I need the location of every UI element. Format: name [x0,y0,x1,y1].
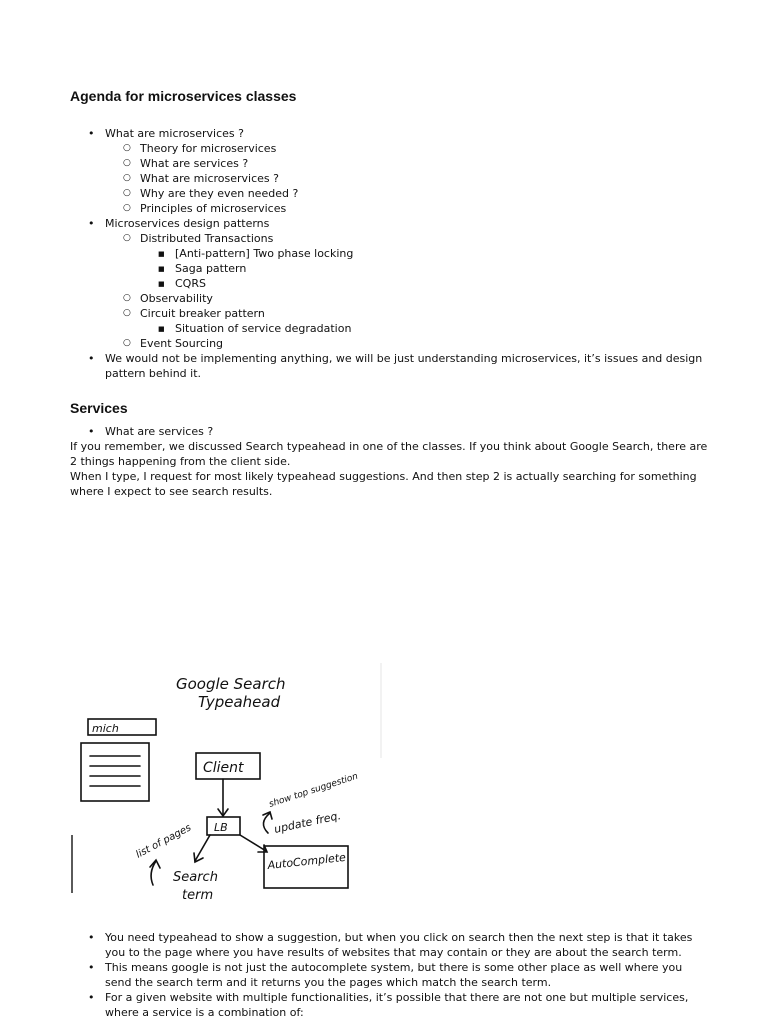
agenda-item: • We would not be implementing anything, we will be just understanding microservices, it’s issues and design pattern behind it. [70,351,710,381]
bottom-item: • This means google is not just the autocomplete system, but there is some other place as well where you send the search term and it returns you the pages which match the search term. [70,960,710,990]
typeahead-sketch [70,663,382,928]
agenda-item: ○ Theory for microservices [70,141,710,156]
sketch-search-term-1: Search [173,870,218,885]
sketch-search-term-2: term [182,888,214,903]
agenda-item: ■ Situation of service degradation [70,321,710,336]
bottom-item: • For a given website with multiple functionalities, it’s possible that there are not one but multiple services, where a service is a combination of: [70,990,710,1020]
agenda-item: • Microservices design patterns [70,216,710,231]
sketch-show-top: show top suggestion [267,771,360,810]
agenda-item: ○ Principles of microservices [70,201,710,216]
agenda-item: ■ Saga pattern [70,261,710,276]
services-heading: Services [70,400,128,416]
services-list [70,424,710,439]
sketch-update-freq: update freq. [272,809,343,836]
sketch-title-1: Google Search [176,675,286,693]
services-paragraph-1: If you remember, we discussed Search typeahead in one of the classes. If you think about Google Search, there are 2 things happening from the client side. [70,440,708,468]
agenda-item: ○ Circuit breaker pattern [70,306,710,321]
agenda-heading: Agenda for microservices classes [70,88,297,104]
agenda-item: ■ CQRS [70,276,710,291]
agenda-item: ○ What are services ? [70,156,710,171]
bottom-list [70,930,710,1020]
services-item: • What are services ? [70,424,710,439]
agenda-item: ○ Event Sourcing [70,336,710,351]
services-paragraph-2: When I type, I request for most likely typeahead suggestions. And then step 2 is actually searching for something where I expect to see search results. [70,470,697,498]
sketch-title-2: Typeahead [198,693,281,711]
sketch-lb-label: LB [214,821,228,834]
sketch-search-text: mich [92,722,119,735]
bottom-item: • You need typeahead to show a suggestion, but when you click on search then the next step is that it takes you to the page where you have results of websites that may contain or they are about the search term. [70,930,710,960]
agenda-item: ○ Distributed Transactions [70,231,710,246]
agenda-item: ○ What are microservices ? [70,171,710,186]
agenda-item: • What are microservices ? [70,126,710,141]
sketch-list-pages: list of pages [134,822,194,861]
agenda-item: ○ Why are they even needed ? [70,186,710,201]
sketch-autocomplete-label: AutoComplete [266,850,347,872]
agenda-item: ○ Observability [70,291,710,306]
agenda-item: ■ [Anti-pattern] Two phase locking [70,246,710,261]
sketch-client-label: Client [203,760,244,776]
agenda-list [70,126,710,381]
